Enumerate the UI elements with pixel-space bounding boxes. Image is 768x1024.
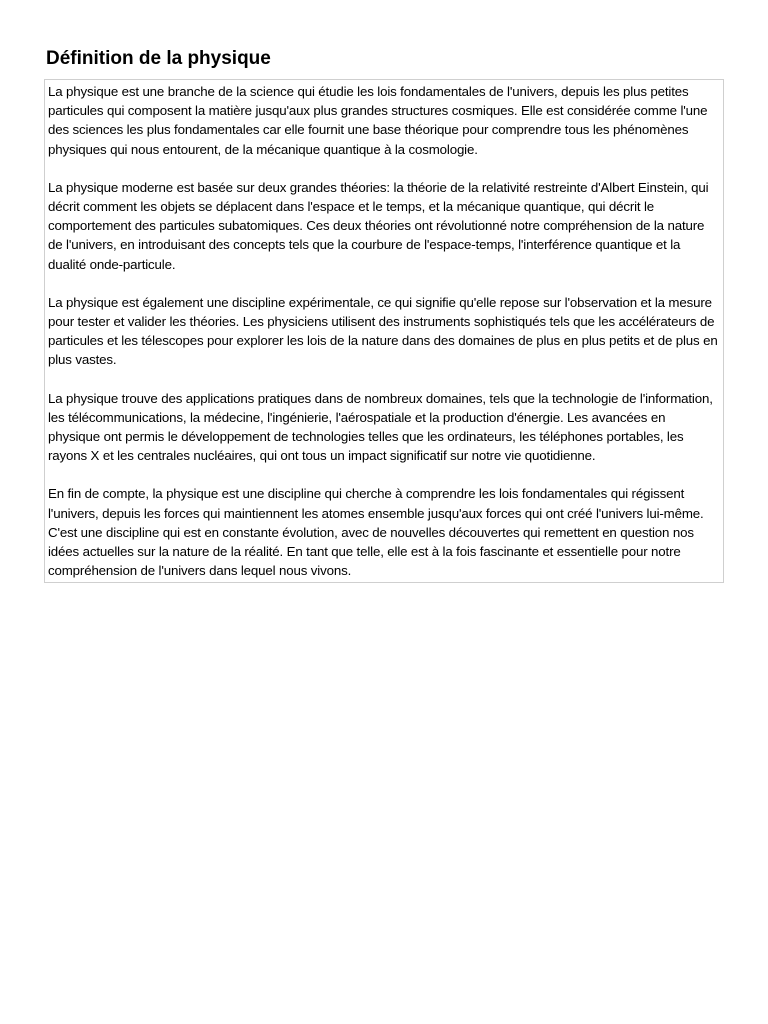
- paragraph-5: En fin de compte, la physique est une discipline qui cherche à comprendre les lois fondamentales qui régissent l'univers, depuis les forces qui maintiennent les atomes ensemble jusqu'aux forces qui ont créé l'univers lui-même. C'est une discipline qui est en constante évolution, avec de nouvelles découvertes qui remettent en question nos idées actuelles sur la nature de la réalité. En tant que telle, elle est à la fois fascinante et essentielle pour notre compréhension de l'univers dans lequel nous vivons.: [48, 486, 704, 579]
- paragraph-1: La physique est une branche de la science qui étudie les lois fondamentales de l'univers, depuis les plus petites particules qui composent la matière jusqu'aux plus grandes structures cosmiques. Elle est considérée comme l'une des sciences les plus fondamentales car elle fournit une base théorique pour comprendre tous les phénomènes physiques qui nous entourent, de la mécanique quantique à la cosmologie.: [48, 84, 708, 157]
- paragraph-4: La physique trouve des applications pratiques dans de nombreux domaines, tels que la technologie de l'information, les télécommunications, la médecine, l'ingénierie, l'aérospatiale et la production d'énergie. Les avancées en physique ont permis le développement de technologies telles que les ordinateurs, les téléphones portables, les rayons X et les centrales nucléaires, qui ont tous un impact significatif sur notre vie quotidienne.: [48, 390, 713, 464]
- page-title: Définition de la physique: [46, 48, 271, 69]
- paragraph-2: La physique moderne est basée sur deux grandes théories: la théorie de la relativité restreinte d'Albert Einstein, qui décrit comment les objets se déplacent dans l'espace et le temps, et la mécanique quantique, qui décrit le comportement des particules subatomiques. Ces deux théories ont révolutionné notre compréhension de la nature de l'univers, en introduisant des concepts tels que la courbure de l'espace-temps, l'interférence quantique et la dualité onde-particule.: [48, 179, 709, 272]
- text-content-box: [44, 79, 724, 583]
- paragraph-3: La physique est également une discipline expérimentale, ce qui signifie qu'elle repose sur l'observation et la mesure pour tester et valider les théories. Les physiciens utilisent des instruments sophistiqués tels que les accélérateurs de particules et les télescopes pour explorer les lois de la nature dans des domaines de plus en plus petits et de plus en plus vastes.: [48, 294, 718, 368]
